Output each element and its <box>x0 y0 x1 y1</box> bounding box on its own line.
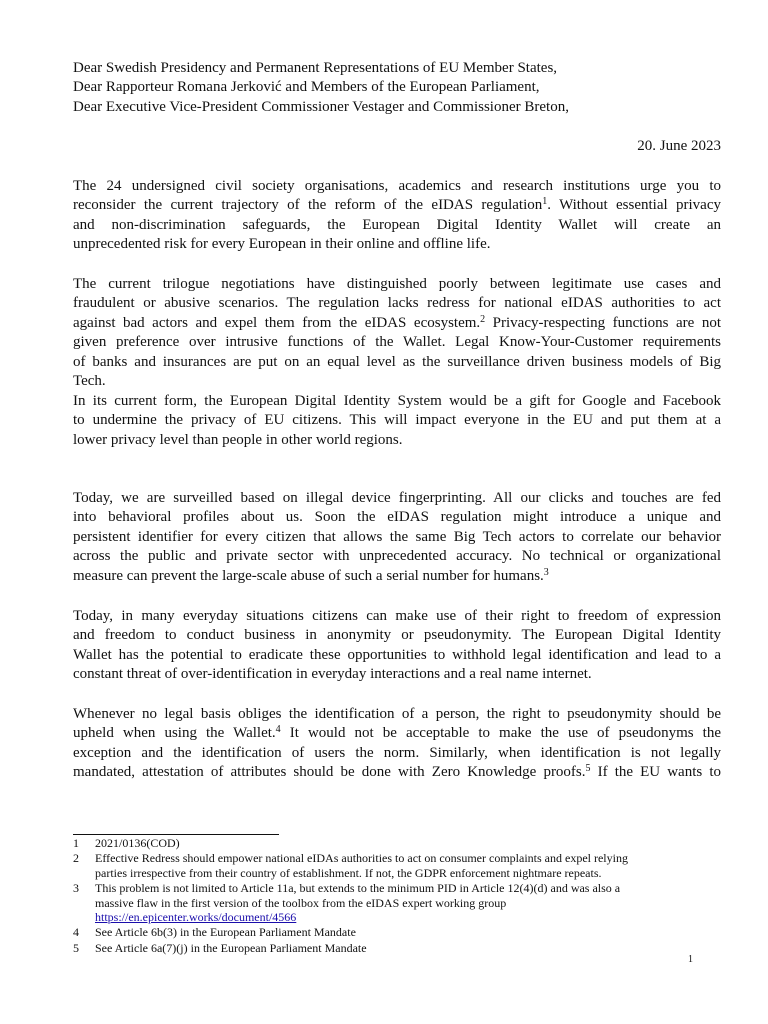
salutation <box>73 59 721 117</box>
text-line <box>73 528 721 547</box>
paragraph <box>73 489 721 586</box>
footnote-text: parties irrespective from their country of establishment. If not, the GDPR enforcement nightmare repeats. <box>95 865 602 880</box>
footnote-text: Effective Redress should empower national eIDAs authorities to act on consumer complaints and expel relying <box>95 851 628 866</box>
footnote-ref: 2 <box>480 313 486 325</box>
text-line <box>73 392 721 411</box>
text-run: Wallet has the potential to eradicate these opportunities to withhold legal identification and lead to a <box>73 646 721 663</box>
text-run: fraudulent or abusive scenarios. The regulation lacks redress for national eIDAS authorities to act <box>73 295 721 312</box>
paragraph <box>73 392 721 450</box>
text-line <box>73 196 721 215</box>
text-run: mandated, attestation of attributes should be done with Zero Knowledge proofs. <box>73 764 586 781</box>
paragraph <box>73 607 721 685</box>
footnote-divider <box>73 834 279 835</box>
text-line <box>73 567 721 586</box>
text-line <box>73 646 721 665</box>
text-run: lower privacy level than people in other world regions. <box>73 431 403 448</box>
text-run: Today, we are surveilled based on illegal device fingerprinting. All our clicks and touches are fed <box>73 490 721 506</box>
text-run: upheld when using the Wallet. <box>73 725 276 742</box>
text-line <box>73 489 721 508</box>
text-run: Privacy-respecting functions are not <box>485 314 721 331</box>
footnote-number: 5 <box>73 940 79 955</box>
text-run: constant threat of over-identification in everyday interactions and a real name internet. <box>73 666 592 683</box>
text-run: Tech. <box>73 372 106 389</box>
footnote-text: See Article 6b(3) in the European Parliament Mandate <box>95 925 356 940</box>
footnote-ref: 3 <box>543 566 549 578</box>
footnote-number: 4 <box>73 925 79 940</box>
footnote-ref: 4 <box>275 724 281 736</box>
footnote-ref: 5 <box>585 763 591 775</box>
text-line <box>73 724 721 743</box>
text-line <box>73 353 721 372</box>
text-run: The current trilogue negotiations have distinguished poorly between legitimate use cases and <box>73 276 721 292</box>
text-line <box>73 333 721 352</box>
text-run: Whenever no legal basis obliges the identification of a person, the right to pseudonymity should be <box>73 706 721 722</box>
letter-date: 20. June 2023 <box>637 138 721 154</box>
text-run: of banks and insurances are put on an equal level as the surveillance driven business models of Big <box>73 353 721 370</box>
text-run: into behavioral profiles about us. Soon the eIDAS regulation might introduce a unique and <box>73 509 721 526</box>
footnote <box>73 925 693 940</box>
text-run: In its current form, the European Digital Identity System would be a gift for Google and Facebook <box>73 393 721 409</box>
footnote-text: See Article 6a(7)(j) in the European Parliament Mandate <box>95 940 367 955</box>
text-line <box>73 508 721 527</box>
footnote-text: This problem is not limited to Article 11a, but extends to the minimum PID in Article 12(4)(d) and was also a <box>95 881 621 895</box>
text-line <box>73 665 721 684</box>
footnote <box>73 836 693 851</box>
text-line <box>73 607 721 626</box>
text-run: against bad actors and expel them from the eIDAS ecosystem. <box>73 314 481 331</box>
salutation-line: Dear Swedish Presidency and Permanent Representations of EU Member States, <box>73 60 558 76</box>
paragraph <box>73 275 721 391</box>
text-line <box>73 372 721 391</box>
text-line <box>73 744 721 763</box>
text-run: measure can prevent the large-scale abuse of such a serial number for humans. <box>73 567 544 584</box>
footnote-ref: 1 <box>542 196 548 208</box>
text-line <box>73 235 721 254</box>
footnote <box>73 881 693 925</box>
text-line <box>73 177 721 196</box>
text-run: given preference over intrusive functions of the Wallet. Legal Know-Your-Customer requirements <box>73 334 721 351</box>
footnote-text: 2021/0136(COD) <box>95 836 180 850</box>
footnote-text: massive flaw in the first version of the toolbox from the eIDAS expert working group <box>95 895 507 910</box>
text-run: The 24 undersigned civil society organisations, academics and research institutions urge you to <box>73 178 721 194</box>
text-line <box>73 626 721 645</box>
text-run: . Without essential privacy <box>547 197 721 214</box>
footnote-number: 2 <box>73 851 79 866</box>
footnote-number: 3 <box>73 881 79 895</box>
text-line <box>73 216 721 235</box>
text-run: reconsider the current trajectory of the reform of the eIDAS regulation <box>73 197 543 214</box>
salutation-line: Dear Executive Vice-President Commissioner Vestager and Commissioner Breton, <box>73 98 569 115</box>
text-line <box>73 705 721 724</box>
text-run: persistent identifier for every citizen that allows the same Big Tech actors to correlate our behavior <box>73 528 721 545</box>
text-run: It would not be acceptable to make the use of pseudonyms the <box>280 725 722 742</box>
text-line <box>73 275 721 294</box>
text-run: exception and the identification of users the norm. Similarly, when identification is not legally <box>73 744 721 761</box>
text-run: to undermine the privacy of EU citizens. This will impact everyone in the EU and put them at a <box>73 412 721 429</box>
text-line <box>73 763 721 782</box>
text-run: Today, in many everyday situations citizens can make use of their right to freedom of expression <box>73 608 721 624</box>
text-line <box>73 431 721 450</box>
footnote-link[interactable]: https://en.epicenter.works/document/4566 <box>95 910 297 925</box>
salutation-line: Dear Rapporteur Romana Jerković and Members of the European Parliament, <box>73 79 540 96</box>
text-line <box>73 411 721 430</box>
text-line <box>73 547 721 566</box>
footnote <box>73 941 693 956</box>
text-run: unprecedented risk for every European in their online and offline life. <box>73 236 491 253</box>
paragraph <box>73 177 721 255</box>
footnote-number: 1 <box>73 836 79 850</box>
page-number: 1 <box>688 954 693 965</box>
text-line <box>73 294 721 313</box>
footnote <box>73 851 693 880</box>
paragraph <box>73 705 721 783</box>
text-line <box>73 314 721 333</box>
text-run: and freedom to conduct business in anonymity or pseudonymity. The European Digital Identity <box>73 627 721 644</box>
text-run: across the public and private sector with unprecedented accuracy. No technical or organizational <box>73 548 721 565</box>
text-run: If the EU wants to <box>590 764 721 781</box>
text-run: and non-discrimination safeguards, the European Digital Identity Wallet will create an <box>73 216 721 233</box>
